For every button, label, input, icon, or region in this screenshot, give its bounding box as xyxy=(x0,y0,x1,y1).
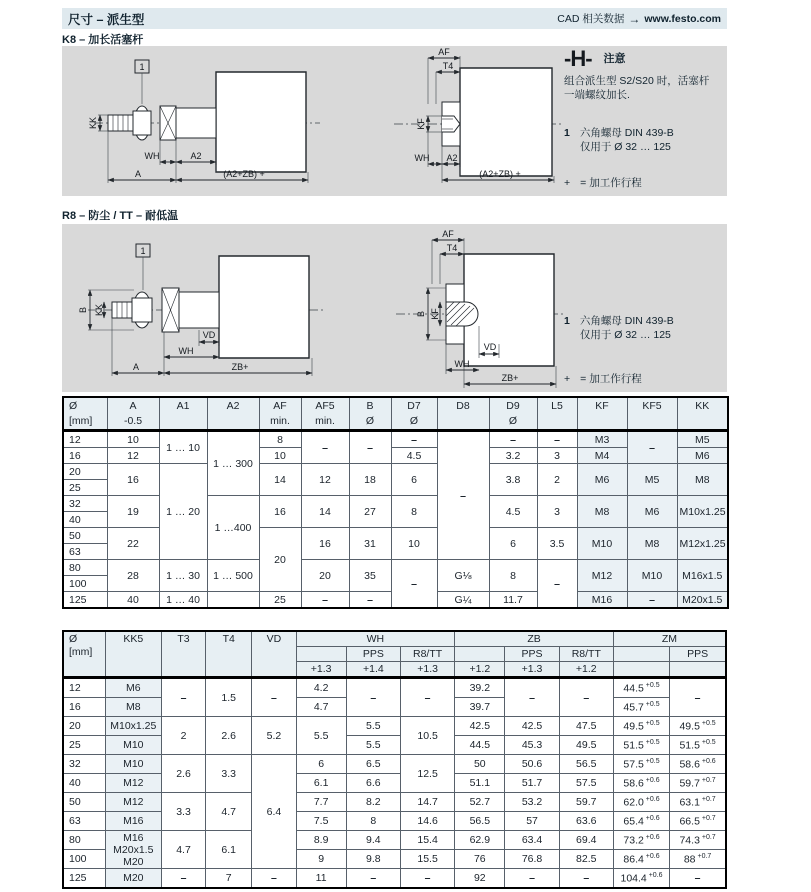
data-cell: M12x1.25 xyxy=(677,528,728,560)
header-cell: AF5 min. xyxy=(301,397,349,431)
data-cell: – xyxy=(391,431,437,448)
header-cell: KK xyxy=(677,397,728,431)
data-cell: 50 xyxy=(63,528,107,544)
data-cell: 86.4 $^{+0.6}$ xyxy=(613,850,669,869)
data-cell: 8.2 xyxy=(346,793,400,812)
data-cell: 14 xyxy=(259,464,301,496)
data-cell: 16 xyxy=(107,464,159,496)
data-cell: 51.5 $^{+0.5}$ xyxy=(613,736,669,755)
data-cell: 63.1 $^{+0.7}$ xyxy=(670,793,726,812)
data-cell: 56.5 xyxy=(559,755,613,774)
data-cell: 18 xyxy=(349,464,391,496)
note-attention-label: 注意 xyxy=(603,53,626,65)
header-cell: WH xyxy=(296,631,455,647)
svg-text:A: A xyxy=(132,362,140,372)
data-cell: 1 … 300 xyxy=(207,431,259,496)
k8-drawing-panel xyxy=(62,46,727,196)
svg-text:(A2+ZB) +: (A2+ZB) + xyxy=(479,169,521,179)
data-cell: – xyxy=(391,560,437,609)
data-cell: 66.5 $^{+0.7}$ xyxy=(670,812,726,831)
data-cell: 49.5 $^{+0.5}$ xyxy=(613,717,669,736)
header-cell xyxy=(613,662,669,678)
data-cell: 51.5 $^{+0.5}$ xyxy=(670,736,726,755)
data-cell: 74.3 $^{+0.7}$ xyxy=(670,831,726,850)
header-cell: VD xyxy=(252,631,296,678)
cad-label: CAD 相关数据 xyxy=(557,13,625,25)
data-cell: M16 M20x1.5 M20 xyxy=(105,831,161,869)
data-cell: 7.5 xyxy=(296,812,346,831)
data-cell: 8.9 xyxy=(296,831,346,850)
data-cell: 9.4 xyxy=(346,831,400,850)
svg-text:T4: T4 xyxy=(442,61,454,71)
data-cell: M6 xyxy=(677,448,728,464)
data-cell: – xyxy=(400,678,454,717)
data-cell: G¼ xyxy=(437,592,489,609)
data-cell: 1 … 20 xyxy=(159,464,207,560)
data-cell: 57.5 xyxy=(559,774,613,793)
data-cell: 25 xyxy=(63,480,107,496)
data-cell: M12 xyxy=(105,774,161,793)
note-body: 组合派生型 S2/S20 时，活塞杆 一端螺纹加长. xyxy=(564,75,710,101)
r8-female-thread-drawing xyxy=(384,226,569,392)
svg-text:ZB+: ZB+ xyxy=(501,373,519,383)
data-cell: 73.2 $^{+0.6}$ xyxy=(613,831,669,850)
svg-text:1: 1 xyxy=(139,62,145,72)
data-cell: G⅛ xyxy=(437,560,489,592)
data-cell: 6 xyxy=(296,755,346,774)
data-cell: 35 xyxy=(349,560,391,592)
header-cell: Ø [mm] xyxy=(63,631,105,678)
header-cell: T3 xyxy=(161,631,205,678)
header-cell: D7 Ø xyxy=(391,397,437,431)
data-cell: 100 xyxy=(63,576,107,592)
data-cell: – xyxy=(670,678,726,717)
data-cell: 7 xyxy=(206,869,252,889)
data-cell: – xyxy=(349,592,391,609)
notes-k8 xyxy=(564,46,724,190)
notes-r8 xyxy=(564,314,724,386)
data-cell: 65.4 $^{+0.6}$ xyxy=(613,812,669,831)
data-cell: 4.7 xyxy=(206,793,252,831)
data-cell: 125 xyxy=(63,592,107,609)
data-cell: – xyxy=(559,678,613,717)
svg-text:T4: T4 xyxy=(446,243,458,253)
data-cell: 7.7 xyxy=(296,793,346,812)
svg-text:AF: AF xyxy=(438,47,450,57)
data-cell: – xyxy=(349,431,391,464)
data-cell: M3 xyxy=(577,431,627,448)
data-cell: 12 xyxy=(301,464,349,496)
data-cell: 5.5 xyxy=(346,736,400,755)
data-cell: 3 xyxy=(537,448,577,464)
data-cell: – xyxy=(505,678,559,717)
data-cell: 49.5 xyxy=(559,736,613,755)
svg-text:ZB+: ZB+ xyxy=(231,362,249,372)
svg-text:WH: WH xyxy=(144,151,160,161)
data-cell: – xyxy=(537,560,577,609)
data-cell: 16 xyxy=(63,698,105,717)
svg-text:B: B xyxy=(78,306,88,314)
svg-text:VD: VD xyxy=(483,342,497,352)
data-cell: M5 xyxy=(677,431,728,448)
festo-link[interactable]: www.festo.com xyxy=(644,12,721,25)
data-cell: M5 xyxy=(627,464,677,496)
header-cell: +1.3 xyxy=(400,662,454,678)
section-title-k8: K8 – 加长活塞杆 xyxy=(62,34,144,46)
data-cell: – xyxy=(670,869,726,889)
data-cell: 5.2 xyxy=(252,717,296,755)
header-cell: D9 Ø xyxy=(489,397,537,431)
header-cell: +1.3 xyxy=(505,662,559,678)
data-cell: 76.8 xyxy=(505,850,559,869)
data-cell: – xyxy=(537,431,577,448)
header-cell: PPS xyxy=(505,647,559,662)
header-cell xyxy=(296,647,346,662)
data-cell: M6 xyxy=(105,678,161,698)
data-cell: 6.6 xyxy=(346,774,400,793)
data-cell: 4.5 xyxy=(489,496,537,528)
r8-drawing-panel xyxy=(62,224,727,392)
data-cell: 104.4 $^{+0.6}$ xyxy=(613,869,669,889)
data-cell: – xyxy=(301,431,349,464)
data-cell: 4.2 xyxy=(296,678,346,698)
data-cell: 19 xyxy=(107,496,159,528)
data-cell: – xyxy=(627,592,677,609)
note-item-1: 1 六角螺母 DIN 439-B 仅用于 Ø 32 … 125 xyxy=(564,127,674,153)
data-cell: 11.7 xyxy=(489,592,537,609)
data-cell: 1 … 500 xyxy=(207,560,259,592)
header-cell: AF min. xyxy=(259,397,301,431)
data-cell: 3 xyxy=(537,496,577,528)
header-cell: KK5 xyxy=(105,631,161,678)
data-cell: 2 xyxy=(161,717,205,755)
data-cell: 39.7 xyxy=(455,698,505,717)
dimensions-table-1 xyxy=(62,396,729,609)
data-cell: 45.7 $^{+0.5}$ xyxy=(613,698,669,717)
header-cell: PPS xyxy=(346,647,400,662)
data-cell: 3.2 xyxy=(489,448,537,464)
data-cell: 40 xyxy=(63,512,107,528)
data-cell: 76 xyxy=(455,850,505,869)
svg-text:1: 1 xyxy=(140,246,146,256)
data-cell: 57.5 $^{+0.5}$ xyxy=(613,755,669,774)
data-cell: 9.8 xyxy=(346,850,400,869)
data-cell: 14.7 xyxy=(400,793,454,812)
data-cell: 11 xyxy=(296,869,346,889)
data-cell: 2.6 xyxy=(206,717,252,755)
data-cell: 20 xyxy=(259,528,301,592)
data-cell: 8 xyxy=(259,431,301,448)
svg-text:WH: WH xyxy=(454,359,470,369)
header-cell: ZM xyxy=(613,631,726,647)
data-cell: 6.1 xyxy=(296,774,346,793)
header-cell: KF xyxy=(577,397,627,431)
data-cell: 6.1 xyxy=(206,831,252,869)
data-cell: 6 xyxy=(391,464,437,496)
header-cell xyxy=(613,647,669,662)
data-cell: 25 xyxy=(63,736,105,755)
data-cell: M10 xyxy=(105,755,161,774)
data-cell: 69.4 xyxy=(559,831,613,850)
data-cell: – xyxy=(161,678,205,717)
data-cell: 59.7 $^{+0.7}$ xyxy=(670,774,726,793)
data-cell: 6.5 xyxy=(346,755,400,774)
data-cell: 58.6 $^{+0.6}$ xyxy=(670,755,726,774)
data-cell: M20x1.5 xyxy=(677,592,728,609)
data-cell: 3.3 xyxy=(206,755,252,793)
svg-text:(A2+ZB) +: (A2+ZB) + xyxy=(223,169,265,179)
data-cell: 14.6 xyxy=(400,812,454,831)
data-cell: 14 xyxy=(301,496,349,528)
data-cell: M8 xyxy=(105,698,161,717)
data-cell: 63 xyxy=(63,812,105,831)
data-cell: 50 xyxy=(455,755,505,774)
data-cell: 1 … 40 xyxy=(159,592,207,609)
k8-female-thread-drawing xyxy=(382,46,567,196)
header-cell: A2 xyxy=(207,397,259,431)
data-cell: 47.5 xyxy=(559,717,613,736)
data-cell: M10 xyxy=(105,736,161,755)
data-cell: 16 xyxy=(259,496,301,528)
note-plus-stroke: + = 加工作行程 xyxy=(564,373,642,385)
data-cell: 6 xyxy=(489,528,537,560)
data-cell: M12 xyxy=(577,560,627,592)
arrow-icon: → xyxy=(628,11,641,26)
data-cell: 3.8 xyxy=(489,464,537,496)
data-cell: 63 xyxy=(63,544,107,560)
data-cell: – xyxy=(301,592,349,609)
k8-male-thread-drawing xyxy=(76,48,326,194)
data-cell: 4.7 xyxy=(296,698,346,717)
data-cell: 51.1 xyxy=(455,774,505,793)
data-cell: 59.7 xyxy=(559,793,613,812)
data-cell: 15.4 xyxy=(400,831,454,850)
data-cell: 42.5 xyxy=(505,717,559,736)
data-cell: – xyxy=(559,869,613,889)
header-cell: +1.2 xyxy=(455,662,505,678)
header-cell xyxy=(670,662,726,678)
data-cell: 45.3 xyxy=(505,736,559,755)
data-cell: 12.5 xyxy=(400,755,454,793)
data-cell: M10 xyxy=(577,528,627,560)
data-cell: – xyxy=(252,869,296,889)
data-cell: 2 xyxy=(537,464,577,496)
data-cell: 125 xyxy=(63,869,105,889)
header-cell: +1.2 xyxy=(559,662,613,678)
data-cell: 88 $^{+0.7}$ xyxy=(670,850,726,869)
data-cell: – xyxy=(437,431,489,560)
data-cell: 49.5 $^{+0.5}$ xyxy=(670,717,726,736)
data-cell: 22 xyxy=(107,528,159,560)
data-cell: M6 xyxy=(577,464,627,496)
data-cell: 32 xyxy=(63,496,107,512)
data-cell: 9 xyxy=(296,850,346,869)
data-cell: 12 xyxy=(107,448,159,464)
data-cell: 63.6 xyxy=(559,812,613,831)
header-cell: KF5 xyxy=(627,397,677,431)
data-cell: 12 xyxy=(63,678,105,698)
data-cell: 8 xyxy=(489,560,537,592)
header-cell: Ø [mm] xyxy=(63,397,107,431)
data-cell: 10 xyxy=(391,528,437,560)
data-cell: – xyxy=(489,431,537,448)
header-cell: L5 xyxy=(537,397,577,431)
data-cell: 100 xyxy=(63,850,105,869)
svg-text:KK: KK xyxy=(88,116,98,130)
svg-text:B: B xyxy=(416,310,426,318)
r8-male-thread-drawing xyxy=(74,230,329,388)
data-cell: 53.2 xyxy=(505,793,559,812)
data-cell: 28 xyxy=(107,560,159,592)
data-cell: 40 xyxy=(107,592,159,609)
header-cell: T4 xyxy=(206,631,252,678)
data-cell: 62.0 $^{+0.6}$ xyxy=(613,793,669,812)
data-cell: 12 xyxy=(63,431,107,448)
section-title-r8: R8 – 防尘 / TT – 耐低温 xyxy=(62,210,179,222)
data-cell: 4.7 xyxy=(161,831,205,869)
data-cell: 8 xyxy=(391,496,437,528)
svg-text:A2: A2 xyxy=(190,151,202,161)
data-cell: 40 xyxy=(63,774,105,793)
data-cell: 80 xyxy=(63,560,107,576)
data-cell: 6.4 xyxy=(252,755,296,869)
data-cell: 57 xyxy=(505,812,559,831)
data-cell: 8 xyxy=(346,812,400,831)
data-cell: 3.5 xyxy=(537,528,577,560)
data-cell: 56.5 xyxy=(455,812,505,831)
dimensions-table-2 xyxy=(62,630,727,889)
header-cell: ZB xyxy=(455,631,614,647)
data-cell: 80 xyxy=(63,831,105,850)
data-cell: 16 xyxy=(301,528,349,560)
data-cell: 32 xyxy=(63,755,105,774)
data-cell: 5.5 xyxy=(346,717,400,736)
data-cell: 1 … 30 xyxy=(159,560,207,592)
header-cell: +1.4 xyxy=(346,662,400,678)
data-cell: – xyxy=(346,869,400,889)
header-cell: R8/TT xyxy=(559,647,613,662)
data-cell: 16 xyxy=(63,448,107,464)
data-cell: – xyxy=(346,678,400,717)
header-cell xyxy=(455,647,505,662)
data-cell: 50.6 xyxy=(505,755,559,774)
page-title: 尺寸 – 派生型 xyxy=(68,12,145,27)
data-cell: 10.5 xyxy=(400,717,454,755)
data-cell: 52.7 xyxy=(455,793,505,812)
data-cell: M8 xyxy=(677,464,728,496)
svg-text:KK: KK xyxy=(94,303,104,317)
cad-link-line xyxy=(557,11,721,26)
header-cell: A -0.5 xyxy=(107,397,159,431)
svg-text:KF: KF xyxy=(416,118,426,130)
data-cell: M16 xyxy=(105,812,161,831)
data-cell: M10x1.25 xyxy=(677,496,728,528)
data-cell: 10 xyxy=(107,431,159,448)
data-cell: M12 xyxy=(105,793,161,812)
data-cell: M20 xyxy=(105,869,161,889)
data-cell: 1 …400 xyxy=(207,496,259,560)
data-cell: 44.5 xyxy=(455,736,505,755)
data-cell: – xyxy=(627,431,677,464)
svg-text:AF: AF xyxy=(442,229,454,239)
data-cell: M16 xyxy=(577,592,627,609)
data-cell: – xyxy=(252,678,296,717)
data-cell: 1.5 xyxy=(206,678,252,717)
data-cell: 20 xyxy=(63,464,107,480)
data-cell: 2.6 xyxy=(161,755,205,793)
data-cell: 25 xyxy=(259,592,301,609)
data-cell: 62.9 xyxy=(455,831,505,850)
data-cell xyxy=(207,592,259,609)
data-cell: 10 xyxy=(259,448,301,464)
header-cell: R8/TT xyxy=(400,647,454,662)
header-cell: D8 xyxy=(437,397,489,431)
data-cell: – xyxy=(505,869,559,889)
data-cell: 20 xyxy=(63,717,105,736)
data-cell: 4.5 xyxy=(391,448,437,464)
data-cell: 1 … 10 xyxy=(159,431,207,464)
data-cell: 51.7 xyxy=(505,774,559,793)
data-cell: 92 xyxy=(455,869,505,889)
svg-text:WH: WH xyxy=(414,153,430,163)
note-item-1: 1 六角螺母 DIN 439-B 仅用于 Ø 32 … 125 xyxy=(564,315,674,341)
data-cell: M8 xyxy=(627,528,677,560)
svg-text:WH: WH xyxy=(178,346,194,356)
svg-text:VD: VD xyxy=(202,330,216,340)
data-cell: 58.6 $^{+0.6}$ xyxy=(613,774,669,793)
svg-text:A2: A2 xyxy=(446,153,458,163)
data-cell: 50 xyxy=(63,793,105,812)
data-cell: 42.5 xyxy=(455,717,505,736)
data-cell: 15.5 xyxy=(400,850,454,869)
data-cell: 3.3 xyxy=(161,793,205,831)
data-cell: M6 xyxy=(627,496,677,528)
data-cell: M8 xyxy=(577,496,627,528)
note-h-icon: -H- xyxy=(564,46,592,71)
svg-text:A: A xyxy=(134,169,142,179)
data-cell: – xyxy=(161,869,205,889)
data-cell: 31 xyxy=(349,528,391,560)
header-bar xyxy=(62,8,727,29)
data-cell: 20 xyxy=(301,560,349,592)
data-cell: 27 xyxy=(349,496,391,528)
data-cell: M10x1.25 xyxy=(105,717,161,736)
data-cell: M4 xyxy=(577,448,627,464)
data-cell: – xyxy=(400,869,454,889)
data-cell: 82.5 xyxy=(559,850,613,869)
header-cell: A1 xyxy=(159,397,207,431)
data-cell: 5.5 xyxy=(296,717,346,755)
data-cell: M16x1.5 xyxy=(677,560,728,592)
data-cell: M10 xyxy=(627,560,677,592)
note-plus-stroke: + = 加工作行程 xyxy=(564,177,642,189)
header-cell: B Ø xyxy=(349,397,391,431)
header-cell: PPS xyxy=(670,647,726,662)
data-cell: 44.5 $^{+0.5}$ xyxy=(613,678,669,698)
data-cell: 39.2 xyxy=(455,678,505,698)
header-cell: +1.3 xyxy=(296,662,346,678)
svg-text:KF: KF xyxy=(430,308,440,320)
data-cell: 63.4 xyxy=(505,831,559,850)
